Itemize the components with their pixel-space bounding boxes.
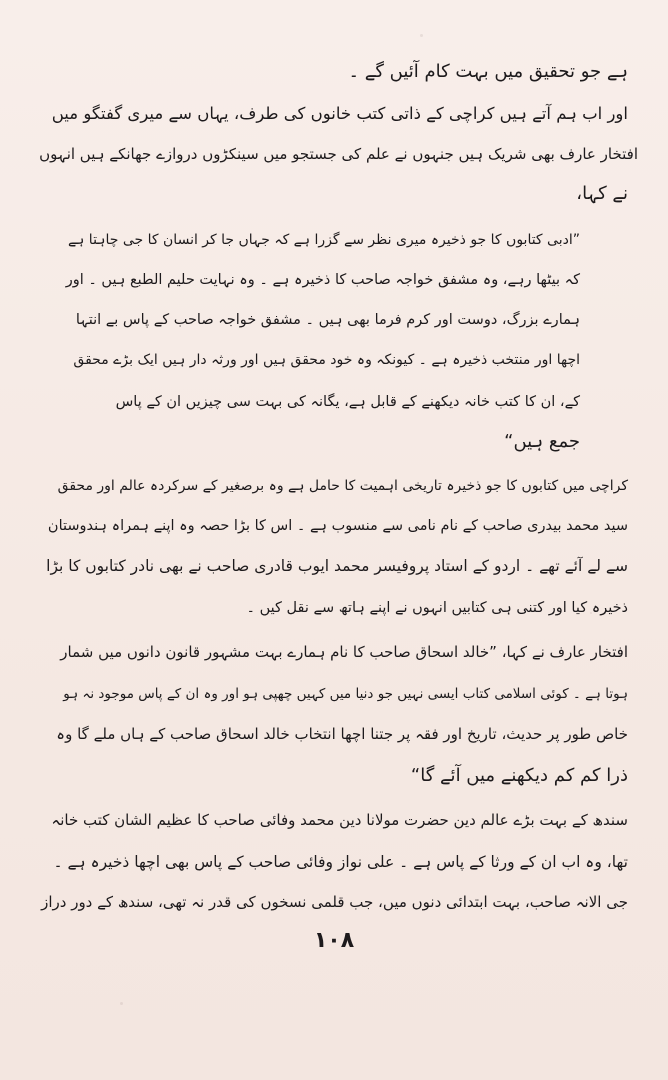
text-line: اور اب ہم آتے ہیں کراچی کے ذاتی کتب خانوں کی طرف، یہاں سے میری گفتگو میں xyxy=(51,104,628,123)
text-line: افتخار عارف بھی شریک ہیں جنہوں نے علم کی جستجو میں سینکڑوں دروازے جھانکے ہیں انہوں xyxy=(39,145,638,163)
scan-speck xyxy=(420,34,423,37)
scan-speck xyxy=(120,1002,123,1005)
quote-line: ہمارے بزرگ، دوست اور کرم فرما بھی ہیں ۔ مشفق خواجہ صاحب کے پاس بے انتہا xyxy=(75,312,580,328)
text-line: کراچی میں کتابوں کا جو ذخیرہ تاریخی اہمیت کا حامل ہے وہ برصغیر کے سرکردہ عالم اور محقق xyxy=(57,478,628,494)
text-line: سے لے آئے تھے ۔ اردو کے استاد پروفیسر محمد ایوب قادری صاحب نے بھی نادر کتابوں کا بڑا xyxy=(46,557,628,575)
text-line: خاص طور پر حدیث، تاریخ اور فقہ پر جتنا اچھا انتخاب خالد اسحاق صاحب کے ہاں ملے گا وہ xyxy=(56,725,628,743)
text-line: ہے جو تحقیق میں بہت کام آئیں گے ۔ xyxy=(348,61,628,82)
text-line: ذرا کم کم دیکھنے میں آئے گا“ xyxy=(410,765,628,786)
text-line: تھا، وہ اب ان کے ورثا کے پاس ہے ۔ علی نواز وفائی صاحب کے پاس بھی اچھا ذخیرہ ہے ۔ xyxy=(53,853,628,871)
quote-line: جمع ہیں“ xyxy=(504,431,580,452)
text-line: ہوتا ہے ۔ کوئی اسلامی کتاب ایسی نہیں جو دنیا میں کہیں چھپی ہو اور وہ ان کے پاس موجود نہ ہو xyxy=(63,686,628,702)
scan-speck xyxy=(590,612,592,614)
text-line: جی الانہ صاحب، بہت ابتدائی دنوں میں، جب قلمی نسخوں کی قدر نہ تھی، سندھ کے دور دراز xyxy=(41,893,628,911)
page-number: ۱۰۸ xyxy=(313,928,355,953)
text-line: ذخیرہ کیا اور کتنی ہی کتابیں انہوں نے اپنے ہاتھ سے نقل کیں ۔ xyxy=(246,600,628,616)
quote-line: کے، ان کا کتب خانہ دیکھنے کے قابل ہے، یگانہ کی بہت سی چیزیں ان کے پاس xyxy=(115,394,580,410)
text-line: سید محمد بیدری صاحب کے نام نامی سے منسوب ہے ۔ اس کا بڑا حصہ وہ اپنے ہمراہ ہندوستان xyxy=(47,518,628,534)
quote-line: ”ادبی کتابوں کا جو ذخیرہ میری نظر سے گزرا ہے کہ جہاں جا کر انسان کا جی چاہتا ہے xyxy=(67,232,580,248)
text-line: افتخار عارف نے کہا، ”خالد اسحاق صاحب کا نام ہمارے بہت مشہور قانون دانوں میں شمار xyxy=(60,643,628,661)
text-line: نے کہا، xyxy=(576,183,628,204)
quote-line: کہ بیٹھا رہے، وہ مشفق خواجہ صاحب کا ذخیرہ ہے ۔ وہ نہایت حلیم الطبع ہیں ۔ اور xyxy=(65,272,580,288)
text-line: سندھ کے بہت بڑے عالم دین حضرت مولانا دین محمد وفائی صاحب کا عظیم الشان کتب خانہ xyxy=(51,811,628,829)
quote-line: اچھا اور منتخب ذخیرہ ہے ۔ کیونکہ وہ خود محقق ہیں اور ورثہ دار ہیں ایک بڑے محقق xyxy=(73,352,580,368)
